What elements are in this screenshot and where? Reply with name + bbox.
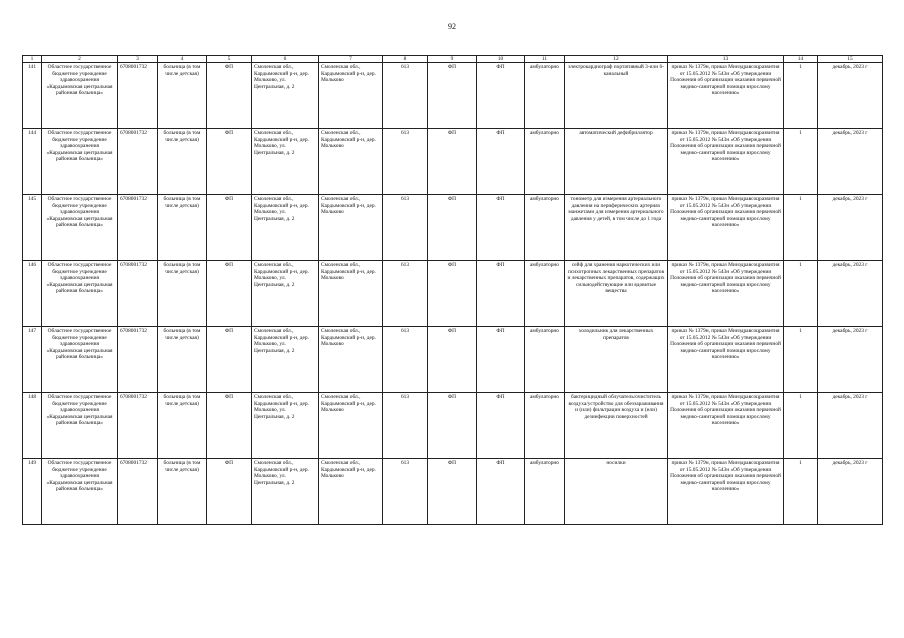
- cell-care: амбулаторно: [525, 327, 565, 393]
- table-row: [23, 261, 883, 327]
- cell-addr: Смоленская обл., Кардымовский р-н, дер. Мольково, ул. Центральная, д. 2: [252, 393, 319, 459]
- cell-date: декабрь, 2023 г: [818, 327, 883, 393]
- cell-qty: 1: [784, 459, 818, 525]
- cell-fp3: ФП: [477, 459, 525, 525]
- cell-date: декабрь, 2023 г: [818, 63, 883, 129]
- cell-fp2: ФП: [428, 459, 477, 525]
- column-number-1: 1: [23, 56, 42, 63]
- cell-num: 144: [23, 129, 42, 195]
- column-number-9: 9: [428, 56, 477, 63]
- cell-inn: 6708001732: [118, 129, 158, 195]
- cell-type: больница (в том числе детская): [158, 261, 207, 327]
- cell-fp3: ФП: [477, 393, 525, 459]
- cell-fp2: ФП: [428, 129, 477, 195]
- cell-fp3: ФП: [477, 261, 525, 327]
- cell-loc: Смоленская обл., Кардымовский р-н, дер. Мольково: [319, 327, 383, 393]
- cell-type: больница (в том числе детская): [158, 327, 207, 393]
- cell-order: приказ № 1379н, приказ Минздравсоцразвития от 15.05.2012 № 543н «Об утверждении Положения об организации оказания первичной медико-санитарной помощи взрослому населению»: [668, 327, 784, 393]
- cell-equip: бактерицидный облучатель/очиститель воздуха/устройство для обеззараживания и (или) фильтрации воздуха и (или) дезинфекции поверхностей: [565, 393, 668, 459]
- cell-type: больница (в том числе детская): [158, 63, 207, 129]
- cell-org: Областное государственное бюджетное учреждение здравоохранения «Кардымовская центральная районная больница»: [42, 261, 118, 327]
- cell-fp1: ФП: [207, 327, 252, 393]
- cell-num: 146: [23, 261, 42, 327]
- column-number-10: 10: [477, 56, 525, 63]
- cell-order: приказ № 1379н, приказ Минздравсоцразвития от 15.05.2012 № 543н «Об утверждении Положения об организации оказания первичной медико-санитарной помощи взрослому населению»: [668, 261, 784, 327]
- cell-fp3: ФП: [477, 63, 525, 129]
- cell-date: декабрь, 2023 г: [818, 393, 883, 459]
- cell-order: приказ № 1379н, приказ Минздравсоцразвития от 15.05.2012 № 543н «Об утверждении Положения об организации оказания первичной медико-санитарной помощи взрослому населению»: [668, 195, 784, 261]
- cell-care: амбулаторно: [525, 129, 565, 195]
- cell-order: приказ № 1379н, приказ Минздравсоцразвития от 15.05.2012 № 543н «Об утверждении Положения об организации оказания первичной медико-санитарной помощи взрослому населению»: [668, 63, 784, 129]
- page-number: 92: [448, 22, 456, 31]
- cell-num: 149: [23, 459, 42, 525]
- cell-care: амбулаторно: [525, 393, 565, 459]
- cell-num: 148: [23, 393, 42, 459]
- cell-fp2: ФП: [428, 327, 477, 393]
- cell-addr: Смоленская обл., Кардымовский р-н, дер. Мольково, ул. Центральная, д. 2: [252, 327, 319, 393]
- column-number-6: 6: [252, 56, 319, 63]
- cell-org: Областное государственное бюджетное учреждение здравоохранения «Кардымовская центральная районная больница»: [42, 393, 118, 459]
- table-body: [23, 63, 883, 525]
- cell-code: 613: [383, 393, 428, 459]
- cell-inn: 6708001732: [118, 393, 158, 459]
- column-number-13: 13: [668, 56, 784, 63]
- cell-fp1: ФП: [207, 261, 252, 327]
- cell-inn: 6708001732: [118, 459, 158, 525]
- cell-inn: 6708001732: [118, 63, 158, 129]
- cell-care: амбулаторно: [525, 261, 565, 327]
- cell-equip: автоматический дефибриллятор: [565, 129, 668, 195]
- column-number-row: [23, 56, 883, 63]
- cell-num: 145: [23, 195, 42, 261]
- cell-qty: 1: [784, 261, 818, 327]
- cell-fp1: ФП: [207, 195, 252, 261]
- table-row: [23, 63, 883, 129]
- column-number-5: 5: [207, 56, 252, 63]
- cell-loc: Смоленская обл., Кардымовский р-н, дер. Мольково: [319, 393, 383, 459]
- cell-type: больница (в том числе детская): [158, 195, 207, 261]
- cell-type: больница (в том числе детская): [158, 129, 207, 195]
- cell-loc: Смоленская обл., Кардымовский р-н, дер. Мольково: [319, 261, 383, 327]
- cell-type: больница (в том числе детская): [158, 393, 207, 459]
- cell-org: Областное государственное бюджетное учреждение здравоохранения «Кардымовская центральная районная больница»: [42, 63, 118, 129]
- cell-fp2: ФП: [428, 393, 477, 459]
- column-number-7: 7: [319, 56, 383, 63]
- column-number-15: 15: [818, 56, 883, 63]
- cell-fp2: ФП: [428, 195, 477, 261]
- cell-addr: Смоленская обл., Кардымовский р-н, дер. Мольково, ул. Центральная, д. 2: [252, 459, 319, 525]
- cell-loc: Смоленская обл., Кардымовский р-н, дер. Мольково: [319, 459, 383, 525]
- column-number-3: 3: [118, 56, 158, 63]
- cell-care: амбулаторно: [525, 195, 565, 261]
- cell-fp1: ФП: [207, 393, 252, 459]
- column-number-12: 12: [565, 56, 668, 63]
- cell-qty: 1: [784, 63, 818, 129]
- equipment-register-table: [22, 55, 883, 525]
- cell-date: декабрь, 2023 г: [818, 129, 883, 195]
- table-row: [23, 393, 883, 459]
- cell-org: Областное государственное бюджетное учреждение здравоохранения «Кардымовская центральная районная больница»: [42, 129, 118, 195]
- cell-fp1: ФП: [207, 63, 252, 129]
- cell-code: 613: [383, 459, 428, 525]
- cell-order: приказ № 1379н, приказ Минздравсоцразвития от 15.05.2012 № 543н «Об утверждении Положения об организации оказания первичной медико-санитарной помощи взрослому населению»: [668, 459, 784, 525]
- cell-date: декабрь, 2023 г: [818, 195, 883, 261]
- cell-care: амбулаторно: [525, 63, 565, 129]
- cell-code: 613: [383, 63, 428, 129]
- cell-type: больница (в том числе детская): [158, 459, 207, 525]
- cell-org: Областное государственное бюджетное учреждение здравоохранения «Кардымовская центральная районная больница»: [42, 195, 118, 261]
- cell-org: Областное государственное бюджетное учреждение здравоохранения «Кардымовская центральная районная больница»: [42, 459, 118, 525]
- cell-addr: Смоленская обл., Кардымовский р-н, дер. Мольково, ул. Центральная, д. 2: [252, 129, 319, 195]
- cell-qty: 1: [784, 393, 818, 459]
- cell-addr: Смоленская обл., Кардымовский р-н, дер. Мольково, ул. Центральная, д. 2: [252, 195, 319, 261]
- cell-equip: холодильник для лекарственных препаратов: [565, 327, 668, 393]
- cell-num: 141: [23, 63, 42, 129]
- cell-inn: 6708001732: [118, 261, 158, 327]
- cell-fp3: ФП: [477, 129, 525, 195]
- cell-date: декабрь, 2023 г: [818, 459, 883, 525]
- cell-inn: 6708001732: [118, 195, 158, 261]
- cell-equip: тонометр для измерения артериального давления на периферических артериях манжетами для измерения артериального давления у детей, в том числе до 1 года: [565, 195, 668, 261]
- cell-order: приказ № 1379н, приказ Минздравсоцразвития от 15.05.2012 № 543н «Об утверждении Положения об организации оказания первичной медико-санитарной помощи взрослому населению»: [668, 393, 784, 459]
- cell-code: 613: [383, 327, 428, 393]
- cell-code: 613: [383, 195, 428, 261]
- cell-equip: сейф для хранения наркотических или психотропных лекарственных препаратов и лекарственных препаратов, содержащих сильнодействующие или ядовитые вещества: [565, 261, 668, 327]
- cell-code: 613: [383, 261, 428, 327]
- column-number-14: 14: [784, 56, 818, 63]
- cell-fp1: ФП: [207, 459, 252, 525]
- cell-fp3: ФП: [477, 195, 525, 261]
- cell-code: 613: [383, 129, 428, 195]
- table-row: [23, 327, 883, 393]
- cell-qty: 1: [784, 327, 818, 393]
- cell-fp2: ФП: [428, 261, 477, 327]
- cell-fp1: ФП: [207, 129, 252, 195]
- cell-date: декабрь, 2023 г: [818, 261, 883, 327]
- cell-order: приказ № 1379н, приказ Минздравсоцразвития от 15.05.2012 № 543н «Об утверждении Положения об организации оказания первичной медико-санитарной помощи взрослому населению»: [668, 129, 784, 195]
- cell-org: Областное государственное бюджетное учреждение здравоохранения «Кардымовская центральная районная больница»: [42, 327, 118, 393]
- cell-num: 147: [23, 327, 42, 393]
- cell-addr: Смоленская обл., Кардымовский р-н, дер. Мольково, ул. Центральная, д. 2: [252, 261, 319, 327]
- column-number-8: 8: [383, 56, 428, 63]
- cell-care: амбулаторно: [525, 459, 565, 525]
- cell-loc: Смоленская обл., Кардымовский р-н, дер. Мольково: [319, 129, 383, 195]
- cell-equip: электрокардиограф портативный 3-или 6-канальный: [565, 63, 668, 129]
- cell-qty: 1: [784, 129, 818, 195]
- cell-qty: 1: [784, 195, 818, 261]
- cell-fp3: ФП: [477, 327, 525, 393]
- cell-inn: 6708001732: [118, 327, 158, 393]
- column-number-11: 11: [525, 56, 565, 63]
- table-row: [23, 195, 883, 261]
- cell-addr: Смоленская обл., Кардымовский р-н, дер. Мольково, ул. Центральная, д. 2: [252, 63, 319, 129]
- table-row: [23, 129, 883, 195]
- cell-equip: носилки: [565, 459, 668, 525]
- cell-loc: Смоленская обл., Кардымовский р-н, дер. Мольково: [319, 195, 383, 261]
- cell-loc: Смоленская обл., Кардымовский р-н, дер. Мольково: [319, 63, 383, 129]
- column-number-2: 2: [42, 56, 118, 63]
- cell-fp2: ФП: [428, 63, 477, 129]
- table-row: [23, 459, 883, 525]
- column-number-4: 4: [158, 56, 207, 63]
